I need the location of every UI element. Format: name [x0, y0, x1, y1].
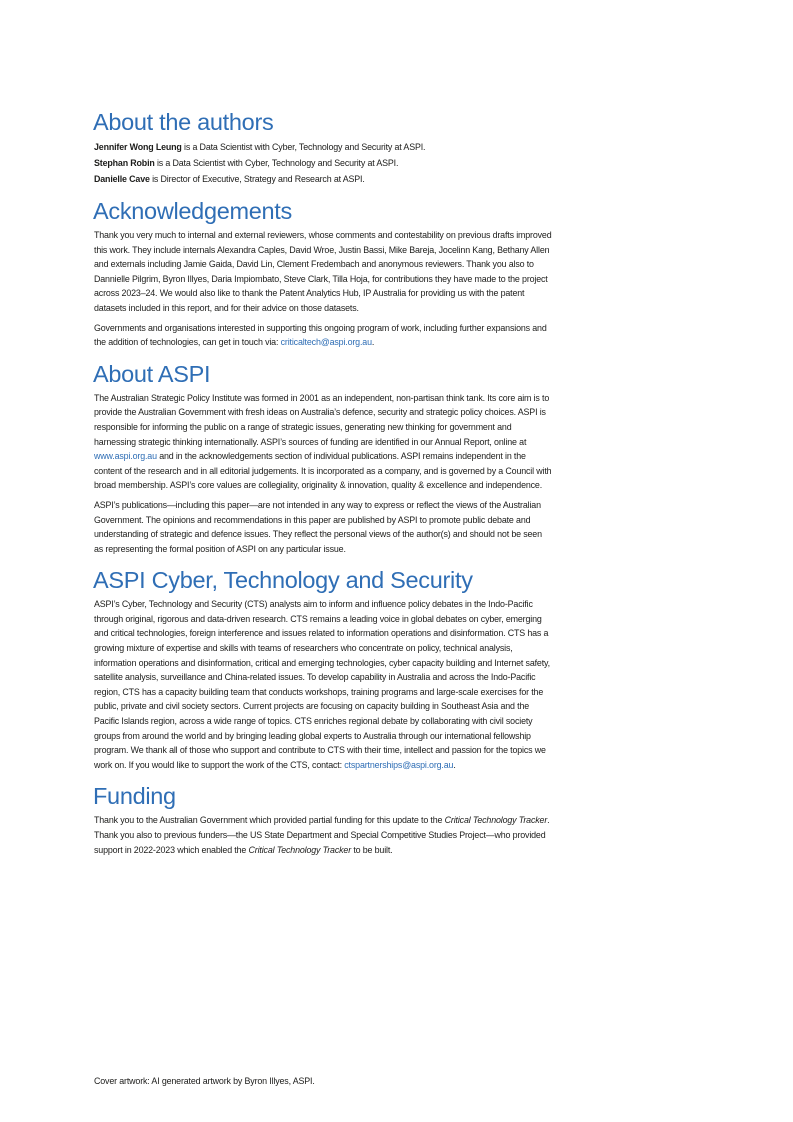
acknowledgements-section: [94, 197, 552, 350]
about-aspi-paragraph: [94, 391, 552, 493]
author-name: Danielle Cave: [94, 174, 150, 184]
funding-paragraph: [94, 813, 552, 857]
funding-text-1: Thank you to the Australian Government which provided partial funding for this update to the: [94, 815, 445, 826]
page-content: [94, 108, 552, 867]
aspi-website-link[interactable]: www.aspi.org.au: [94, 451, 157, 462]
about-aspi-text-end: and in the acknowledgements section of individual publications. ASPI remains independent in the content of the research and in all editorial judgements. It is incorporated as a company, and is governed by a Council with broad membership. ASPI’s core values are collegiality, originality & innovation, quality & excellence and independence.: [94, 451, 552, 491]
cts-text: ASPI’s Cyber, Technology and Security (CTS) analysts aim to inform and influence policy debates in the Indo-Pacific through original, rigorous and data-driven research. CTS remains a leading voice in global debates on cyber, emerging and critical technologies, foreign interference and issues related to information operations and disinformation. CTS has a growing mixture of expertise and skills with teams of researchers who concentrate on policy, technical analysis, information operations and disinformation, critical and emerging technologies, cyber capacity building and Internet safety, satellite analysis, surveillance and China-related issues. To develop capability in Australia and across the Indo-Pacific region, CTS has a capacity building team that conducts workshops, training programs and large-scale exercises for the public, private and civil society sectors. Current projects are focusing on capacity building in Southeast Asia and the Pacific Islands region, across a wide range of topics. CTS enriches regional debate by collaborating with civil society groups from around the world and by bringing leading global experts to Australia through our international fellowship program. We thank all of those who support and contribute to CTS with their time, intellect and passion for the topics we work on. If you would like to support the work of the CTS, contact:: [94, 599, 550, 770]
author-role: is a Data Scientist with Cyber, Technology and Security at ASPI.: [154, 158, 399, 168]
cts-section: [94, 566, 552, 772]
funding-text-3: to be built.: [351, 844, 393, 855]
acknowledgements-contact-paragraph: [94, 321, 552, 350]
about-aspi-section: [94, 360, 552, 557]
author-name: Jennifer Wong Leung: [94, 142, 182, 152]
about-aspi-text: The Australian Strategic Policy Institute was formed in 2001 as an independent, non‑partisan think tank. Its core aim is to provide the Australian Government with fresh ideas on Australia’s defence, security and strategic policy choices. ASPI is responsible for informing the public on a range of strategic issues, generating new thinking for government and harnessing strategic thinking internationally. ASPI’s sources of funding are identified in our Annual Report, online at: [94, 392, 550, 447]
criticaltech-email-link[interactable]: criticaltech@aspi.org.au: [280, 337, 372, 348]
funding-heading: Funding: [93, 783, 176, 810]
acknowledgements-paragraph: Thank you very much to internal and external reviewers, whose comments and contestability on previous drafts improved this work. They include internals Alexandra Caples, David Wroe, Justin Bassi, Mike Bareja, Jocelinn Kang, Bethany Allen and externals including Jamie Gaida, David Lin, Clement Fredembach and anonymous reviewers. Thank you also to Dannielle Pilgrim, Byron Illyes, Daria Impiombato, Steve Clark, Tilla Hoja, for contributions they have made to the project across 2023–24. We would also like to thank the Patent Analytics Hub, IP Australia for providing us with the patent datasets included in this report, and for their advice on those datasets.: [94, 230, 552, 313]
about-aspi-heading: About ASPI: [93, 360, 211, 387]
funding-italic-title-1: Critical Technology Tracker: [444, 815, 548, 826]
cts-text-end: .: [453, 759, 456, 770]
author-entry: [94, 171, 552, 187]
ctspartnerships-email-link[interactable]: ctspartnerships@aspi.org.au: [344, 759, 454, 770]
about-authors-section: [94, 108, 552, 187]
disclaimer-paragraph: ASPI’s publications—including this paper—are not intended in any way to express or reflect the views of the Australian Government. The opinions and recommendations in this paper are published by ASPI to promote public debate and understanding of strategic and defence issues. They reflect the personal views of the author(s) and should not be seen as representing the formal position of ASPI on any particular issue.: [94, 499, 542, 554]
author-role: is a Data Scientist with Cyber, Technology and Security at ASPI.: [181, 142, 426, 152]
author-entry: [94, 155, 552, 171]
funding-italic-title-2: Critical Technology Tracker: [248, 844, 352, 855]
about-authors-heading: About the authors: [93, 109, 274, 135]
author-role: is Director of Executive, Strategy and Research at ASPI.: [149, 174, 365, 184]
cover-artwork-credit: Cover artwork: AI generated artwork by Byron Illyes, ASPI.: [94, 1076, 315, 1086]
author-name: Stephan Robin: [94, 158, 155, 168]
acknowledgements-heading: Acknowledgements: [93, 198, 292, 224]
contact-text: Governments and organisations interested in supporting this ongoing program of work, including further expansions and the addition of technologies, can get in touch via:: [94, 322, 547, 348]
cts-paragraph: [94, 597, 552, 772]
cts-heading: ASPI Cyber, Technology and Security: [93, 567, 473, 594]
funding-section: [94, 782, 552, 857]
contact-text-end: .: [371, 337, 375, 348]
author-entry: [94, 139, 552, 155]
funding-text-2: . Thank you also to previous funders—the US State Department and Special Competitive Studies Project—who provided support in 2022-2023 which enabled the: [94, 815, 550, 855]
